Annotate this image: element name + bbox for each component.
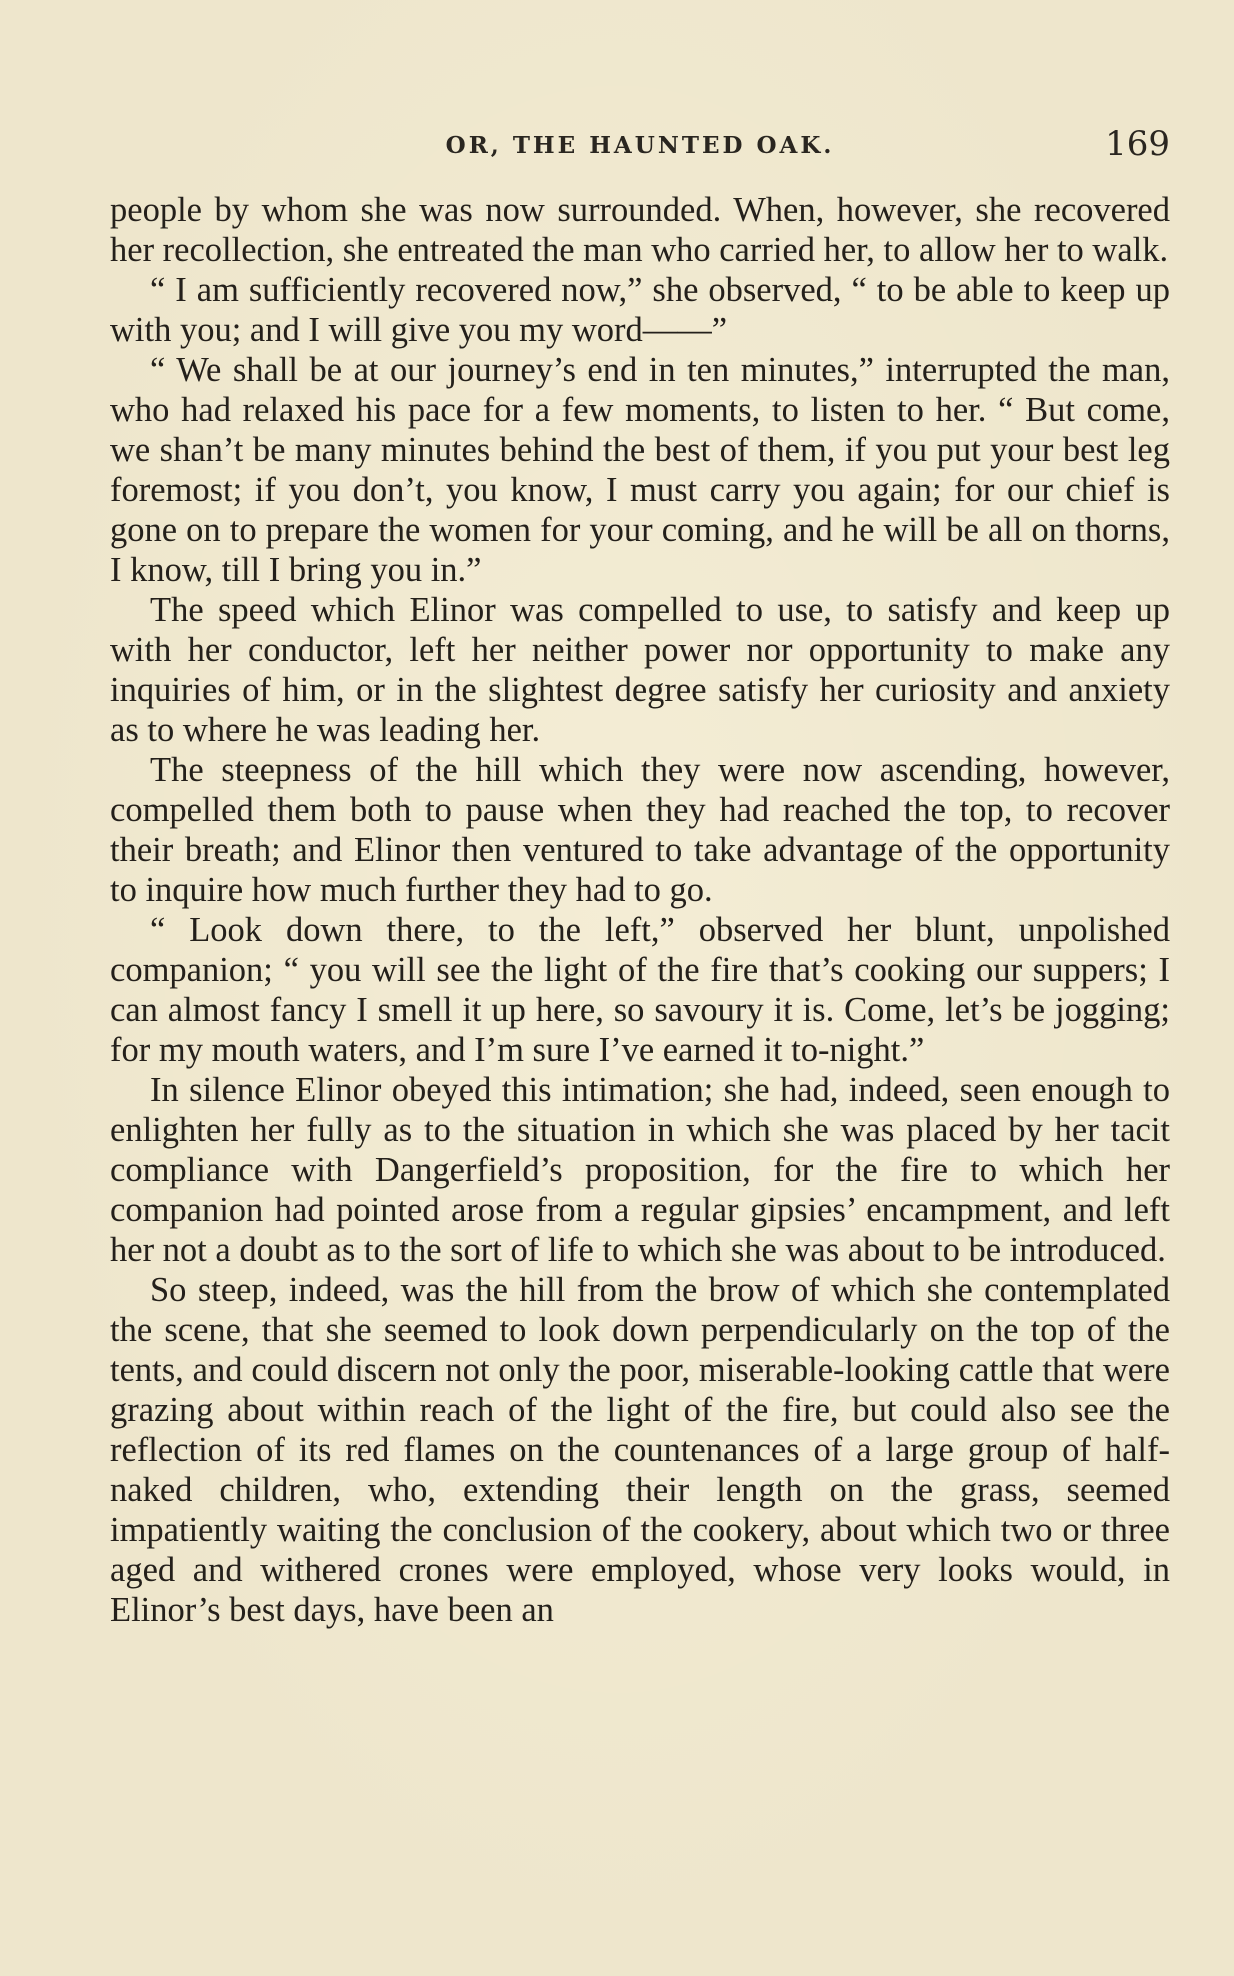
- running-head: OR, THE HAUNTED OAK.: [445, 132, 835, 159]
- paragraph: “ We shall be at our journey’s end in ten minutes,” interrupted the man, who had relaxed his pace for a few moments, to listen to her. “ But come, we shan’t be many minutes behind the best of them, if you put your best leg foremost; if you don’t, you know, I must carry you again; for our chief is gone on to prepare the women for your coming, and he will be all on thorns, I know, till I bring you in.”: [110, 351, 1170, 589]
- page-header: [110, 124, 1170, 168]
- paragraph: “ I am sufficiently recovered now,” she observed, “ to be able to keep up with you; and I will give you my word——”: [110, 271, 1170, 349]
- paragraph: In silence Elinor obeyed this intimation; she had, indeed, seen enough to enlighten her fully as to the situation in which she was placed by her tacit compliance with Dangerfield’s proposition, for the fire to which her companion had pointed arose from a regular gipsies’ encampment, and left her not a doubt as to the sort of life to which she was about to be introduced.: [110, 1071, 1170, 1269]
- page-number: 169: [1105, 124, 1170, 164]
- paragraph: The speed which Elinor was compelled to use, to satisfy and keep up with her conductor, left her neither power nor opportunity to make any inquiries of him, or in the slightest degree satisfy her curiosity and anxiety as to where he was leading her.: [110, 591, 1170, 749]
- paragraph: “ Look down there, to the left,” observed her blunt, unpolished companion; “ you will see the light of the fire that’s cooking our suppers; I can almost fancy I smell it up here, so savoury it is. Come, let’s be jogging; for my mouth waters, and I’m sure I’ve earned it to-night.”: [110, 911, 1170, 1069]
- body-text: [110, 190, 1170, 1630]
- paragraph: The steepness of the hill which they were now ascending, however, compelled them both to pause when they had reached the top, to recover their breath; and Elinor then ventured to take advantage of the opportunity to inquire how much further they had to go.: [110, 751, 1170, 909]
- paragraph: people by whom she was now surrounded. When, however, she recovered her recollection, she entreated the man who carried her, to allow her to walk.: [110, 191, 1170, 269]
- paragraph: So steep, indeed, was the hill from the brow of which she contemplated the scene, that she seemed to look down perpendicularly on the top of the tents, and could discern not only the poor, miserable-looking cattle that were grazing about within reach of the light of the fire, but could also see the reflection of its red flames on the countenances of a large group of half-naked children, who, extending their length on the grass, seemed impatiently waiting the conclusion of the cookery, about which two or three aged and withered crones were employed, whose very looks would, in Elinor’s best days, have been an: [110, 1271, 1170, 1629]
